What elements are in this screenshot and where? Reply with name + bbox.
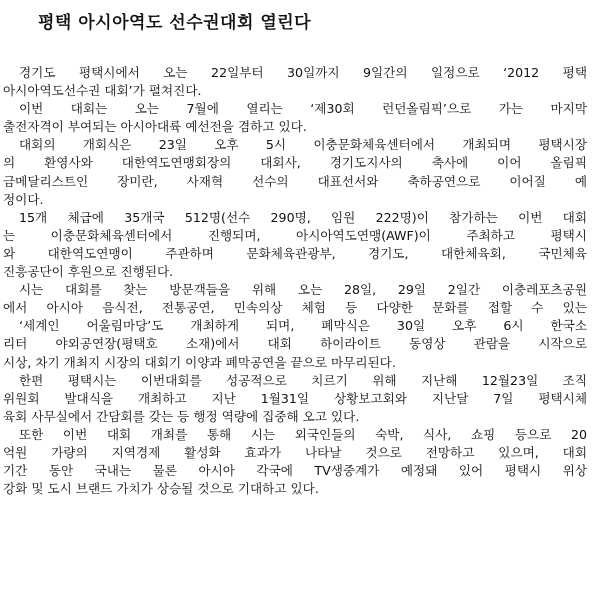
body-line: 금메달리스트인 장미란, 사재혁 선수의 대표선서와 축하공연으로 이어질 예 (3, 173, 587, 189)
body-line: 는 이충문화체육센터에서 진행되며, 아시아역도연맹(AWF)이 주최하고 평택시 (3, 227, 587, 243)
body-line: 리터 야외공연장(평택호 소재)에서 대회 하이라이트 동영상 관람을 시작으로 (3, 336, 587, 352)
body-line: 육회 사무실에서 간담회를 갖는 등 행정 역량에 집중해 오고 있다. (3, 408, 360, 424)
body-line: 시는 대회를 찾는 방문객들을 위해 오는 28일, 29일 2일간 이충레포츠공원 (19, 282, 587, 298)
body-line: 출전자격이 부여되는 아시아대륙 예선전을 겸하고 있다. (3, 119, 307, 135)
body-line: 기간 동안 국내는 물론 아시아 각국에 TV생중계가 예정돼 있어 평택시 위상 (3, 463, 587, 479)
body-line: 또한 이번 대회 개최를 통해 시는 외국인들의 숙박, 식사, 쇼핑 등으로 20 (19, 426, 587, 442)
body-line: 진흥공단이 후원으로 진행된다. (3, 264, 174, 280)
body-line: 한편 평택시는 이번대회를 성공적으로 치르기 위해 지난해 12월23일 조직 (19, 372, 587, 388)
body-line: 아시아역도선수권 대회’가 펼쳐진다. (3, 83, 202, 99)
article-body (3, 64, 587, 498)
body-line: 정이다. (3, 191, 44, 207)
body-line: 시상, 차기 개최지 시장의 대회기 이양과 폐막공연을 끝으로 마무리된다. (3, 354, 396, 370)
body-line: ‘세계인 어울림마당’도 개최하게 되며, 폐막식은 30일 오후 6시 한국소 (19, 318, 587, 334)
body-line: 위원회 발대식을 개최하고 지난 1월31일 상황보고회와 지난달 7일 평택시체 (3, 390, 587, 406)
body-line: 강화 및 도시 브랜드 가치가 상승될 것으로 기대하고 있다. (3, 481, 319, 497)
body-line: 에서 아시아 음식전, 전통공연, 민속의상 체험 등 다양한 문화를 접할 수 있는 (3, 300, 587, 316)
body-line: 의 환영사와 대한역도연맹회장의 대회사, 경기도지사의 축사에 이어 올림픽 (3, 155, 587, 171)
body-line: 와 대한역도연맹이 주관하며 문화체육관광부, 경기도, 대한체육회, 국민체육 (3, 245, 587, 261)
body-line: 대회의 개회식은 23일 오후 5시 이충문화체육센터에서 개최되며 평택시장 (19, 137, 587, 153)
body-line: 이번 대회는 오는 7월에 열리는 ‘제30회 런던올림픽’으로 가는 마지막 (19, 101, 587, 117)
body-line: 경기도 평택시에서 오는 22일부터 30일까지 9일간의 일정으로 ‘2012 평택 (19, 65, 587, 80)
article-title: 평택 아시아역도 선수권대회 열린다 (38, 13, 312, 33)
body-line: 15개 체급에 35개국 512명(선수 290명, 임원 222명)이 참가하는 이번 대회 (19, 209, 587, 225)
body-line: 억원 가량의 지역경제 활성화 효과가 나타날 것으로 전망하고 있으며, 대회 (3, 444, 587, 460)
